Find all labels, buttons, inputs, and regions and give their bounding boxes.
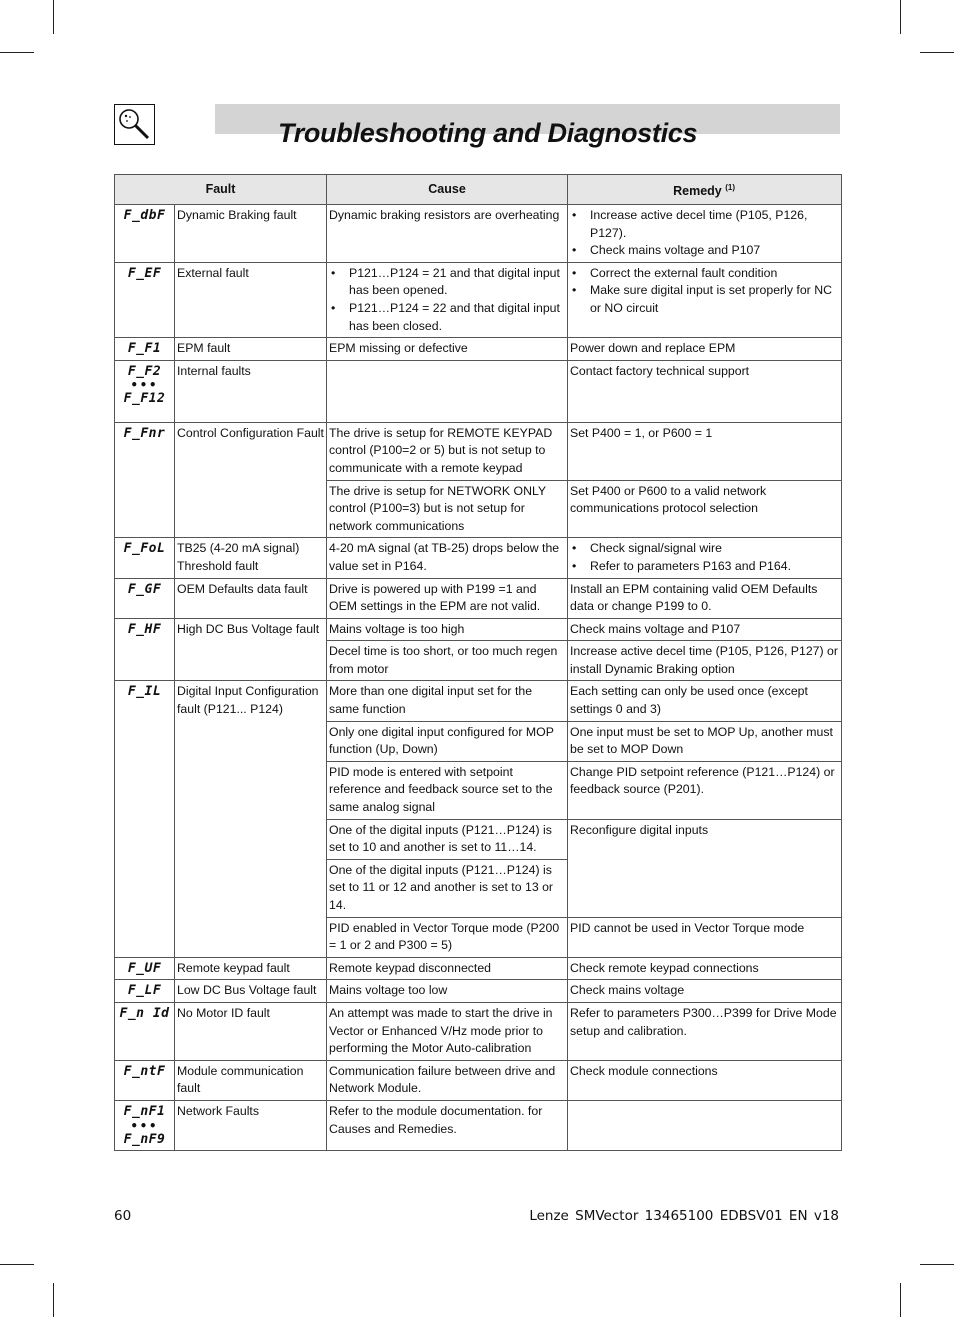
remedy-header: Remedy $^{(1)}$ (568, 175, 842, 205)
fault-name: Internal faults (175, 360, 327, 422)
fault-remedy: Install an EPM containing valid OEM Defaults data or change P199 to 0. (568, 578, 842, 618)
fault-code: F_F12 (123, 391, 166, 407)
fault-remedy: Increase active decel time (P105, P126, P127) or install Dynamic Braking option (568, 641, 842, 681)
list-item: • P121…P124 = 21 and that digital input has been opened. (329, 265, 565, 300)
fault-cause: PID mode is entered with setpoint reference and feedback source set to the same analog signal (327, 761, 568, 819)
crop-mark (900, 1283, 901, 1317)
fault-remedy: Reconfigure digital inputs (568, 819, 842, 917)
table-row (115, 618, 842, 641)
list-item: • Correct the external fault condition (570, 265, 839, 283)
cause-header: Cause (327, 175, 568, 205)
crop-mark (920, 1264, 954, 1265)
fault-cause: Remote keypad disconnected (327, 957, 568, 980)
fault-name: Control Configuration Fault (175, 422, 327, 538)
fault-name: TB25 (4-20 mA signal) Threshold fault (175, 538, 327, 578)
fault-code: F_F2 (127, 363, 162, 379)
crop-mark (0, 52, 34, 53)
fault-cause (327, 360, 568, 422)
fault-name: Dynamic Braking fault (175, 205, 327, 263)
fault-remedy: Check module connections (568, 1060, 842, 1100)
fault-remedy: Each setting can only be used once (except settings 0 and 3) (568, 681, 842, 721)
fault-cause: More than one digital input set for the same function (327, 681, 568, 721)
fault-code: F_HF (115, 618, 175, 681)
fault-code: F_n Id (115, 1002, 175, 1060)
fault-name: Digital Input Configuration fault (P121... P124) (175, 681, 327, 957)
fault-cause: Decel time is too short, or too much regen from motor (327, 641, 568, 681)
fault-code: F_F1 (115, 338, 175, 361)
table-row (115, 1002, 842, 1060)
fault-name: Remote keypad fault (175, 957, 327, 980)
fault-remedy: Check remote keypad connections (568, 957, 842, 980)
fault-remedy: Check mains voltage and P107 (568, 618, 842, 641)
table-row (115, 980, 842, 1003)
fault-name: High DC Bus Voltage fault (175, 618, 327, 681)
table-row (115, 338, 842, 361)
table-row (115, 681, 842, 721)
list-item: • P121…P124 = 22 and that digital input has been closed. (329, 300, 565, 335)
fault-cause: Dynamic braking resistors are overheating (327, 205, 568, 263)
fault-code: F_LF (115, 980, 175, 1003)
fault-remedy: Check mains voltage (568, 980, 842, 1003)
table-row (115, 262, 842, 337)
list-item: • Increase active decel time (P105, P126, P127). (570, 207, 839, 242)
crop-mark (53, 0, 54, 34)
table-row (115, 538, 842, 578)
fault-remedy: One input must be set to MOP Up, another must be set to MOP Down (568, 721, 842, 761)
fault-remedy: Change PID setpoint reference (P121…P124) or feedback source (P201). (568, 761, 842, 819)
fault-cause: One of the digital inputs (P121…P124) is set to 10 and another is set to 11…14. (327, 819, 568, 859)
fault-name: EPM fault (175, 338, 327, 361)
fault-code-range (115, 360, 175, 422)
fault-cause: PID enabled in Vector Torque mode (P200 = 1 or 2 and P300 = 5) (327, 917, 568, 957)
crop-mark (0, 1264, 34, 1265)
fault-cause: An attempt was made to start the drive in Vector or Enhanced V/Hz mode prior to performing the Motor Auto-calibration (327, 1002, 568, 1060)
fault-cause (327, 262, 568, 337)
list-item: • Check signal/signal wire (570, 540, 839, 558)
fault-name: Module communication fault (175, 1060, 327, 1100)
fault-code: F_nF9 (123, 1131, 166, 1147)
list-item: • Make sure digital input is set properly for NC or NO circuit (570, 282, 839, 317)
fault-table (114, 174, 842, 1151)
fault-cause: Drive is powered up with P199 =1 and OEM settings in the EPM are not valid. (327, 578, 568, 618)
fault-code: F_ntF (115, 1060, 175, 1100)
fault-cause: Only one digital input configured for MOP function (Up, Down) (327, 721, 568, 761)
table-row (115, 578, 842, 618)
fault-cause: The drive is setup for NETWORK ONLY control (P100=3) but is not setup for network communications (327, 480, 568, 538)
range-ellipsis: ••• (130, 378, 159, 393)
fault-remedy (568, 205, 842, 263)
fault-remedy: PID cannot be used in Vector Torque mode (568, 917, 842, 957)
fault-cause: Refer to the module documentation. for Causes and Remedies. (327, 1100, 568, 1150)
fault-code: F_UF (115, 957, 175, 980)
fault-remedy (568, 262, 842, 337)
fault-name: External fault (175, 262, 327, 337)
magnifier-icon (114, 104, 155, 145)
fault-remedy: Contact factory technical support (568, 360, 842, 422)
table-row (115, 957, 842, 980)
fault-code: F_FoL (115, 538, 175, 578)
fault-code: F_EF (115, 262, 175, 337)
fault-remedy (568, 1100, 842, 1150)
fault-code: F_GF (115, 578, 175, 618)
fault-cause: The drive is setup for REMOTE KEYPAD control (P100=2 or 5) but is not setup to communicate with a remote keypad (327, 422, 568, 480)
fault-cause: 4-20 mA signal (at TB-25) drops below the value set in P164. (327, 538, 568, 578)
page-number: 60 (114, 1208, 132, 1224)
fault-cause: EPM missing or defective (327, 338, 568, 361)
fault-name: Low DC Bus Voltage fault (175, 980, 327, 1003)
crop-mark (53, 1283, 54, 1317)
fault-code: F_dbF (115, 205, 175, 263)
table-row (115, 422, 842, 480)
fault-cause: Mains voltage too low (327, 980, 568, 1003)
fault-cause: Communication failure between drive and Network Module. (327, 1060, 568, 1100)
fault-code: F_IL (115, 681, 175, 957)
table-row (115, 1060, 842, 1100)
table-row (115, 1100, 842, 1150)
range-ellipsis: ••• (130, 1118, 159, 1133)
fault-remedy: Refer to parameters P300…P399 for Drive Mode setup and calibration. (568, 1002, 842, 1060)
fault-remedy (568, 538, 842, 578)
crop-mark (900, 0, 901, 34)
fault-code: F_Fnr (115, 422, 175, 538)
fault-remedy: Set P400 = 1, or P600 = 1 (568, 422, 842, 480)
fault-header: Fault (115, 175, 327, 205)
table-row (115, 360, 842, 422)
list-item: • Check mains voltage and P107 (570, 242, 839, 260)
table-row (115, 205, 842, 263)
list-item: • Refer to parameters P163 and P164. (570, 558, 839, 576)
table-header-row (115, 175, 842, 205)
crop-mark (920, 52, 954, 53)
fault-cause: Mains voltage is too high (327, 618, 568, 641)
fault-remedy: Power down and replace EPM (568, 338, 842, 361)
fault-name: No Motor ID fault (175, 1002, 327, 1060)
fault-name: Network Faults (175, 1100, 327, 1150)
fault-remedy: Set P400 or P600 to a valid network communications protocol selection (568, 480, 842, 538)
page-title: Troubleshooting and Diagnostics (278, 118, 698, 148)
fault-cause: One of the digital inputs (P121…P124) is set to 11 or 12 and another is set to 13 or 14. (327, 859, 568, 917)
fault-name: OEM Defaults data fault (175, 578, 327, 618)
fault-code-range (115, 1100, 175, 1150)
fault-code: F_nF1 (123, 1103, 166, 1119)
document-reference: Lenze SMVector 13465100 EDBSV01 EN v18 (529, 1208, 839, 1224)
